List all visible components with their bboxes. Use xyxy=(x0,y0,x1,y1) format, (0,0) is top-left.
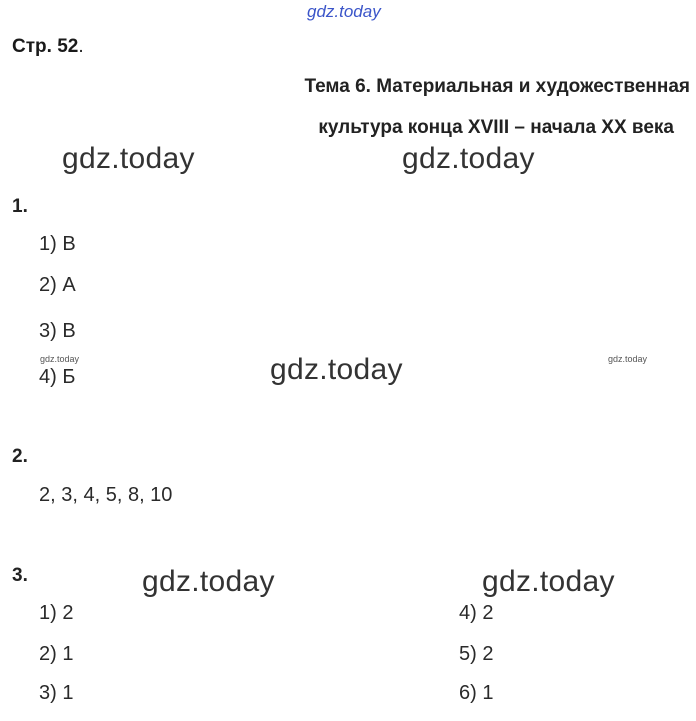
task-2-answer: 2, 3, 4, 5, 8, 10 xyxy=(39,484,173,506)
watermark: gdz.today xyxy=(482,565,615,598)
task-3-answer: 6) 1 xyxy=(459,682,494,704)
watermark: gdz.today xyxy=(142,565,275,598)
watermark: gdz.today xyxy=(402,142,535,175)
watermark-small: gdz.today xyxy=(608,354,648,364)
task-3-answer: 4) 2 xyxy=(459,602,494,624)
task-1-answer: 4) Б xyxy=(39,366,76,388)
page-label-wrap xyxy=(12,36,84,58)
page-label: Стр. 52 xyxy=(12,36,79,57)
task-3-answer: 5) 2 xyxy=(459,643,494,665)
page-label-dot: . xyxy=(78,36,84,57)
topic-title-line2: культура конца XVIII – начала XX века xyxy=(318,117,674,138)
watermark: gdz.today xyxy=(62,142,195,175)
task-2-number: 2. xyxy=(12,446,28,467)
task-1-number: 1. xyxy=(12,196,28,217)
task-1-answer: 3) В xyxy=(39,320,76,342)
task-3-answer: 1) 2 xyxy=(39,602,74,624)
task-3-answer: 3) 1 xyxy=(39,682,74,704)
task-1-answer: 2) А xyxy=(39,274,76,296)
task-3-number: 3. xyxy=(12,565,28,586)
watermark-small: gdz.today xyxy=(40,354,80,364)
task-1-answer: 1) В xyxy=(39,233,76,255)
task-3-answer: 2) 1 xyxy=(39,643,74,665)
topic-title-line1: Тема 6. Материальная и художественная xyxy=(304,76,690,97)
watermark-top: gdz.today xyxy=(307,2,381,21)
watermark: gdz.today xyxy=(270,353,403,386)
